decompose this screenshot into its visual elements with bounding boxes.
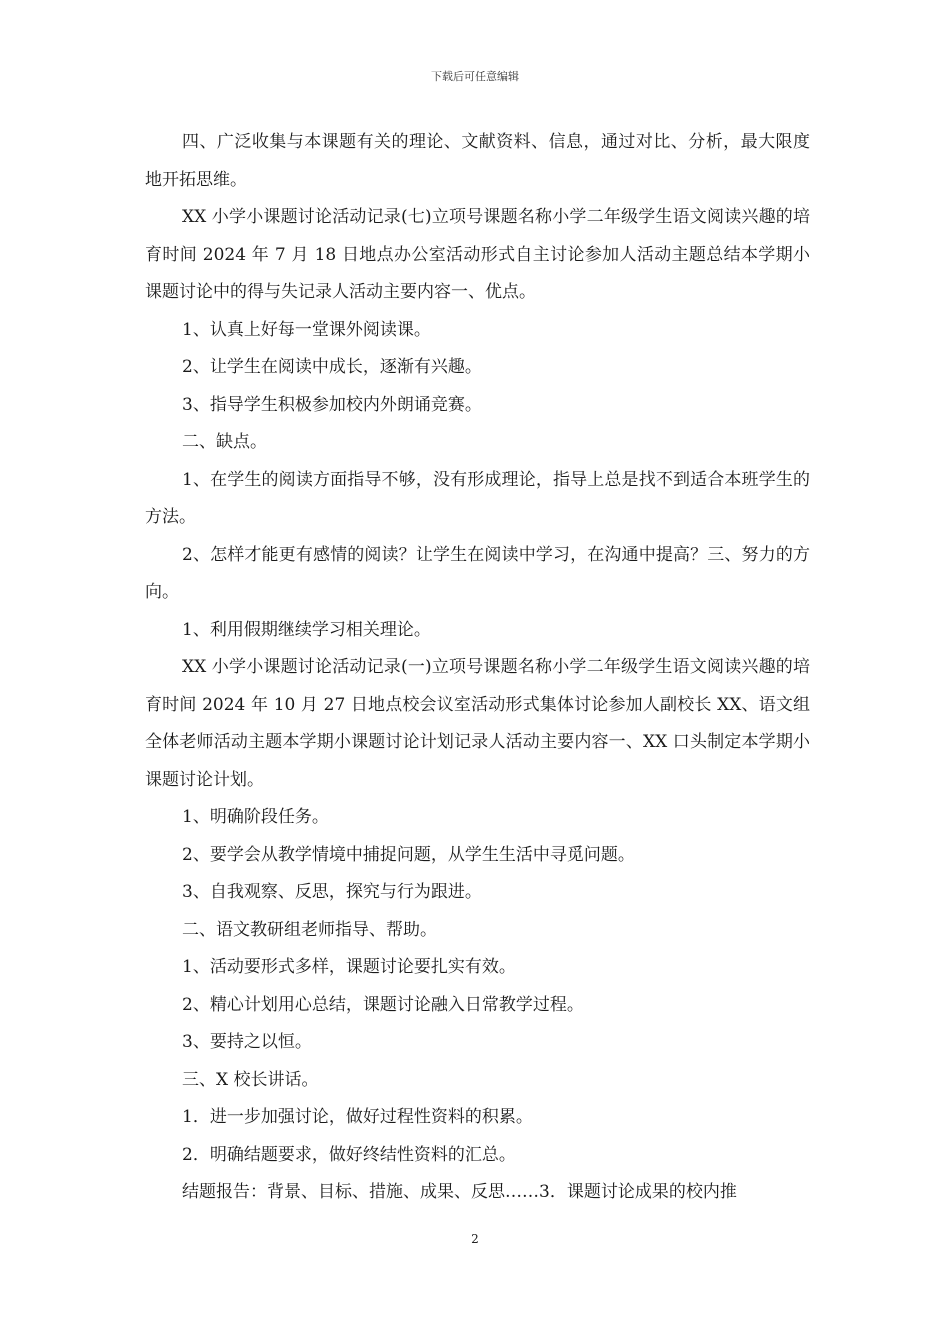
paragraph: 1、认真上好每一堂课外阅读课。 xyxy=(182,319,431,340)
paragraph: XX 小学小课题讨论活动记录(一)立项号课题名称小学二年级学生语文阅读兴趣的培育时间 2024 年 10 月 27 日地点校会议室活动形式集体讨论参加人副校长 XX、语文组全体老师活动主题本学期小课题讨论计划记录人活动主要内容一、XX 口头制定本学期小课题讨论计划。 xyxy=(145,657,810,790)
paragraph: 3、要持之以恒。 xyxy=(182,1032,312,1052)
paragraph: XX 小学小课题讨论活动记录(七)立项号课题名称小学二年级学生语文阅读兴趣的培育时间 2024 年 7 月 18 日地点办公室活动形式自主讨论参加人活动主题总结本学期小课题讨论中的得与失记录人活动主要内容一、优点。 xyxy=(145,207,810,302)
paragraph: 二、语文教研组老师指导、帮助。 xyxy=(182,919,437,940)
paragraph: 二、缺点。 xyxy=(182,432,267,452)
paragraph: 2、要学会从教学情境中捕捉问题，从学生生活中寻觅问题。 xyxy=(182,844,635,865)
paragraph: 结题报告：背景、目标、措施、成果、反思……3．课题讨论成果的校内推 xyxy=(182,1182,737,1202)
page-number: 2 xyxy=(471,1232,479,1246)
paragraph: 3、指导学生积极参加校内外朗诵竞赛。 xyxy=(182,394,482,415)
paragraph: 三、X 校长讲话。 xyxy=(182,1069,319,1090)
paragraph: 1、在学生的阅读方面指导不够，没有形成理论，指导上总是找不到适合本班学生的方法。 xyxy=(145,469,810,527)
paragraph: 2．明确结题要求，做好终结性资料的汇总。 xyxy=(182,1144,516,1165)
paragraph: 1、明确阶段任务。 xyxy=(182,807,329,827)
page-header: 下载后可任意编辑 xyxy=(431,70,519,83)
paragraph: 2、怎样才能更有感情的阅读？让学生在阅读中学习，在沟通中提高？三、努力的方向。 xyxy=(145,544,810,602)
paragraph: 1．进一步加强讨论，做好过程性资料的积累。 xyxy=(182,1107,533,1127)
paragraph: 2、让学生在阅读中成长，逐渐有兴趣。 xyxy=(182,357,482,377)
paragraph: 1、活动要形式多样，课题讨论要扎实有效。 xyxy=(182,957,516,977)
paragraph: 3、自我观察、反思，探究与行为跟进。 xyxy=(182,882,482,902)
paragraph: 四、广泛收集与本课题有关的理论、文献资料、信息，通过对比、分析，最大限度地开拓思维。 xyxy=(145,132,810,190)
document-body xyxy=(145,124,810,1212)
paragraph: 1、利用假期继续学习相关理论。 xyxy=(182,619,431,640)
paragraph: 2、精心计划用心总结，课题讨论融入日常教学过程。 xyxy=(182,994,584,1015)
